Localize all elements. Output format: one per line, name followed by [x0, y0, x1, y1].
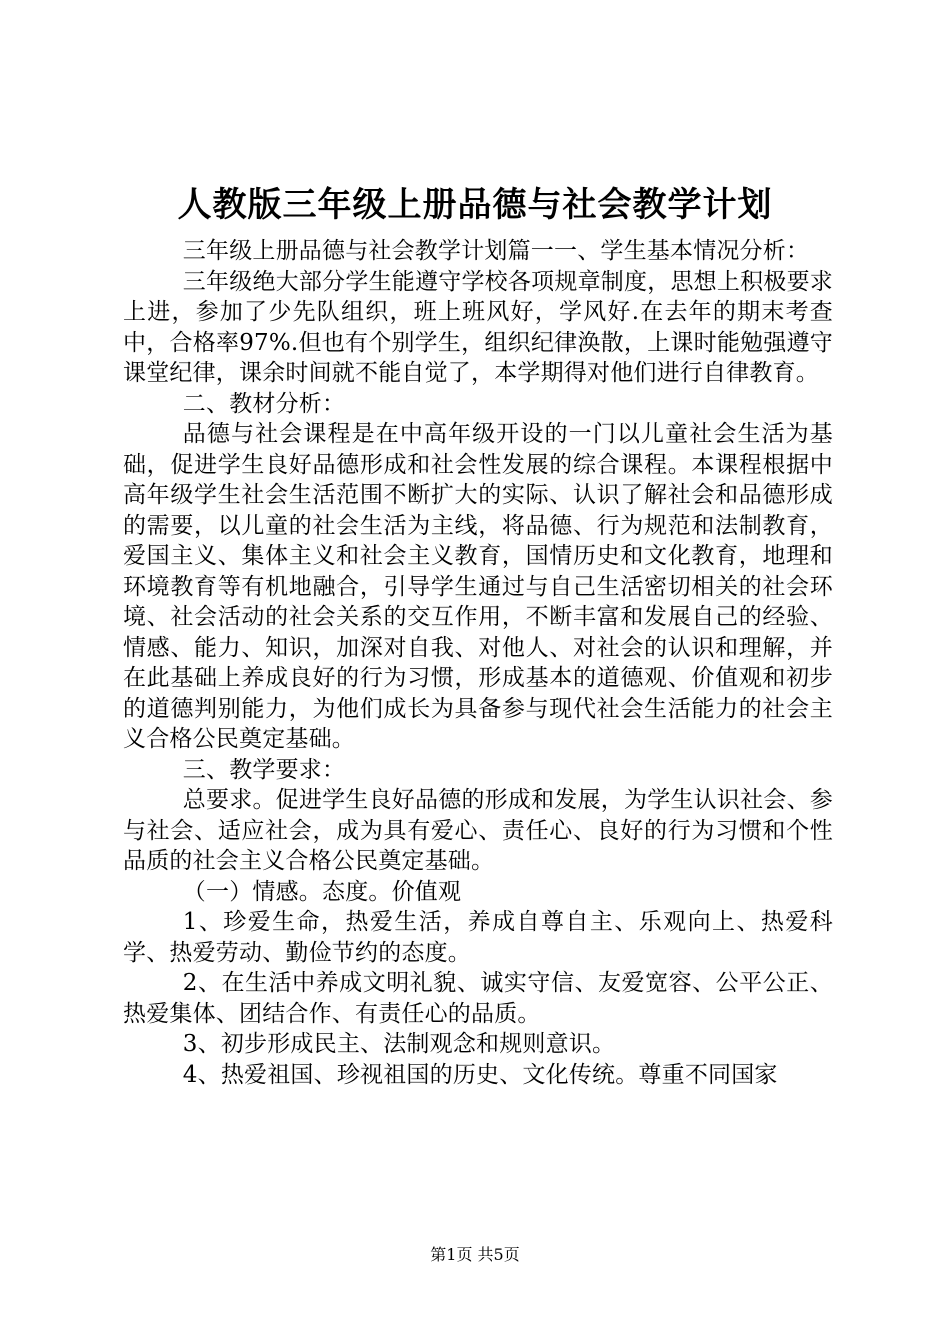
- paragraph-intro: 三年级上册品德与社会教学计划篇一一、学生基本情况分析：: [182, 238, 810, 264]
- list-item-3: 3、初步形成民主、法制观念和规则意识。: [182, 1031, 616, 1057]
- heading-teaching-requirements: 三、教学要求：: [182, 756, 346, 783]
- list-item-2: 2、在生活中养成文明礼貌、诚实守信、友爱宽容、公平公正、热爱集体、团结合作、有责任心的品质。: [123, 970, 833, 1027]
- document-body: [123, 236, 833, 1090]
- heading-emotion-attitude-values: （一）情感。态度。价值观: [182, 878, 462, 905]
- heading-textbook-analysis: 二、教材分析：: [182, 390, 346, 417]
- paragraph-textbook-analysis: 品德与社会课程是在中高年级开设的一门以儿童社会生活为基础，促进学生良好品德形成和社会性发展的综合课程。本课程根据中高年级学生社会生活范围不断扩大的实际、认识了解社会和品德形成的需要，以儿童的社会生活为主线，将品德、行为规范和法制教育，爱国主义、集体主义和社会主义教育，国情历史和文化教育，地理和环境教育等有机地融合，引导学生通过与自己生活密切相关的社会环境、社会活动的社会关系的交互作用，不断丰富和发展自己的经验、情感、能力、知识，加深对自我、对他人、对社会的认识和理解，并在此基础上养成良好的行为习惯，形成基本的道德观、价值观和初步的道德判别能力，为他们成长为具备参与现代社会生活能力的社会主义合格公民奠定基础。: [123, 421, 833, 752]
- page-number-footer: 第1页 共5页: [430, 1245, 520, 1264]
- list-item-4: 4、热爱祖国、珍视祖国的历史、文化传统。尊重不同国家: [182, 1061, 778, 1088]
- paragraph-general-requirement: 总要求。促进学生良好品德的形成和发展，为学生认识社会、参与社会、适应社会，成为具有爱心、责任心、良好的行为习惯和个性品质的社会主义合格公民奠定基础。: [123, 787, 833, 874]
- document-title: 人教版三年级上册品德与社会教学计划: [177, 185, 773, 225]
- paragraph-student-analysis: 三年级绝大部分学生能遵守学校各项规章制度，思想上积极要求上进，参加了少先队组织，班上班风好，学风好.在去年的期末考查中，合格率97%.但也有个别学生，组织纪律涣散，上课时能勉强遵守课堂纪律，课余时间就不能自觉了，本学期得对他们进行自律教育。: [123, 268, 833, 386]
- list-item-1: 1、珍爱生命，热爱生活，养成自尊自主、乐观向上、热爱科学、热爱劳动、勤俭节约的态度。: [123, 909, 833, 966]
